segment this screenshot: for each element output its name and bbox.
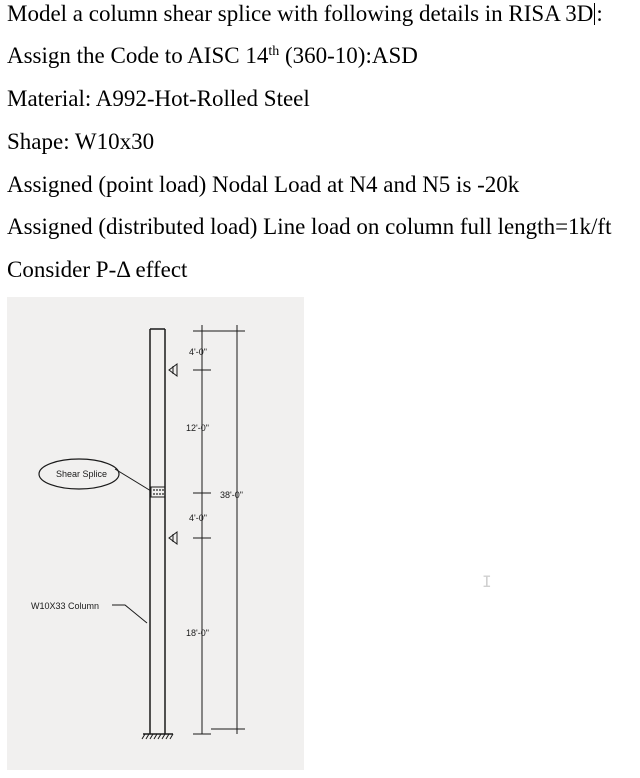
brace-symbol-lower-icon [169,532,177,544]
column-drawing-image [7,297,304,770]
line-7: Consider P-Δ effect [7,257,188,282]
splice-bolts-icon [153,489,164,495]
line-2-pre: Assign the Code to AISC 14 [7,43,269,68]
column-drawing [7,297,304,770]
line-2-superscript: th [268,44,280,59]
splice-leader-line [115,469,151,491]
line-3: Material: A992-Hot-Rolled Steel [7,86,310,111]
line-1-tail: : [596,1,603,26]
line-1 [7,0,603,28]
splice-plate-icon [151,487,165,497]
ibeam-cursor-icon: I [482,572,492,591]
column-label: W10X33 Column [31,601,100,611]
dim-label-4ft-top: 4'-0" [189,347,207,357]
line-5: Assigned (point load) Nodal Load at N4 and N5 is -20k [7,172,520,197]
line-2 [7,42,418,70]
line-6: Assigned (distributed load) Line load on column full length=1k/ft [7,214,612,239]
dim-label-18ft: 18'-0" [186,628,209,638]
dim-label-12ft: 12'-0" [186,423,209,433]
splice-callout-label: Shear Splice [56,469,108,479]
line-4: Shape: W10x30 [7,129,155,154]
dim-ticks-total [202,331,245,729]
line-1-text: Model a column shear splice with following details in RISA 3D [7,1,594,26]
brace-symbol-upper-icon [169,364,177,376]
dim-label-total: 38'-0" [220,490,243,500]
dim-label-4ft-mid: 4'-0" [189,513,207,523]
column-leader-line [112,605,147,623]
line-2-post: (360-10):ASD [279,43,418,68]
